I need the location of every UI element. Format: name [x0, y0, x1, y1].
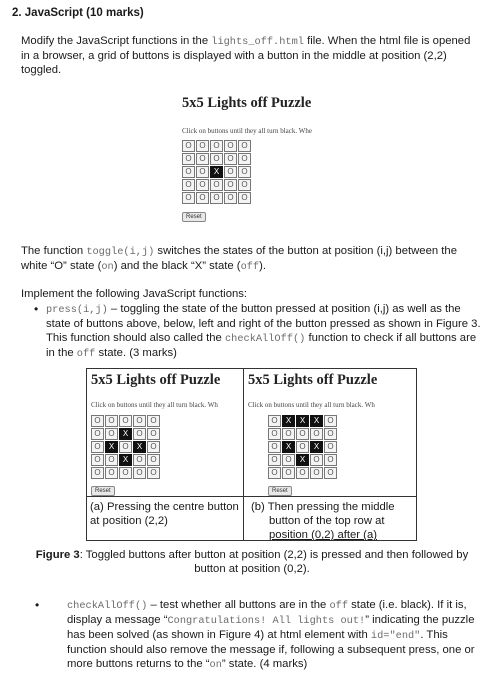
grid-button-0-3[interactable]: X	[310, 415, 323, 427]
grid-button-1-4[interactable]: O	[324, 428, 337, 440]
puzzle-title: 5x5 Lights off Puzzle	[182, 95, 312, 111]
toggle-paragraph	[21, 244, 481, 274]
grid-button-4-2[interactable]: O	[296, 467, 309, 479]
grid-button-0-3[interactable]: O	[224, 140, 237, 152]
grid-button-1-0[interactable]: O	[182, 153, 195, 165]
press-code-check: checkAllOff()	[224, 333, 306, 345]
figure3-caption	[22, 548, 482, 576]
grid-button-3-3[interactable]: O	[133, 454, 146, 466]
grid-button-1-3[interactable]: O	[224, 153, 237, 165]
check-text-4: . This function should also remove the message if, following a subsequent press, one or more buttons returns to the “	[67, 629, 475, 670]
check-bullet	[35, 598, 485, 672]
panel-a-grid	[91, 415, 160, 479]
panel-a-label: (a) Pressing the centre button at position (2,2)	[90, 501, 239, 527]
grid-button-1-1[interactable]: O	[282, 428, 295, 440]
grid-button-1-3[interactable]: O	[133, 428, 146, 440]
press-bullet	[34, 302, 486, 361]
grid-button-4-1[interactable]: O	[196, 192, 209, 204]
grid-button-3-4[interactable]: O	[147, 454, 160, 466]
check-code-fn: checkAllOff()	[67, 600, 148, 612]
grid-button-3-0[interactable]: O	[268, 454, 281, 466]
grid-button-1-4[interactable]: O	[238, 153, 251, 165]
grid-button-4-0[interactable]: O	[91, 467, 104, 479]
check-code-off: off	[329, 600, 349, 612]
intro-text-2: file. When the html file is opened in a browser, a grid of buttons is displayed with a button in the middle at position (2,2) toggled.	[21, 35, 471, 76]
grid-button-0-0[interactable]: O	[91, 415, 104, 427]
grid-button-2-0[interactable]: O	[182, 166, 195, 178]
figure3-divider	[243, 368, 244, 541]
panel-a-reset-button[interactable]: Reset	[91, 486, 115, 496]
grid-button-2-2[interactable]: X	[210, 166, 223, 178]
check-code-on: on	[209, 659, 222, 671]
grid-button-0-4[interactable]: O	[238, 140, 251, 152]
grid-button-4-2[interactable]: O	[119, 467, 132, 479]
grid-button-3-2[interactable]: O	[210, 179, 223, 191]
grid-button-0-1[interactable]: O	[196, 140, 209, 152]
grid-button-2-3[interactable]: X	[310, 441, 323, 453]
panel-b-title: 5x5 Lights off Puzzle	[248, 372, 378, 388]
panel-b-label-line2: button of the top row at	[269, 515, 385, 527]
grid-button-4-4[interactable]: O	[147, 467, 160, 479]
reset-button[interactable]: Reset	[182, 212, 206, 222]
toggle-text-3: ) and the black “X” state (	[113, 260, 241, 272]
check-code-id: id="end"	[370, 630, 421, 642]
grid-button-2-1[interactable]: X	[105, 441, 118, 453]
grid-button-0-2[interactable]: O	[119, 415, 132, 427]
grid-button-1-0[interactable]: O	[268, 428, 281, 440]
grid-button-2-2[interactable]: O	[296, 441, 309, 453]
grid-button-4-3[interactable]: O	[133, 467, 146, 479]
press-code-fn: press(i,j)	[46, 304, 108, 316]
grid-button-4-1[interactable]: O	[282, 467, 295, 479]
toggle-text-4: ).	[259, 260, 267, 272]
grid-button-2-3[interactable]: X	[133, 441, 146, 453]
panel-b-label-line3: position (0,2) after (a)	[269, 529, 377, 541]
grid-button-2-1[interactable]: X	[282, 441, 295, 453]
grid-button-0-1[interactable]: X	[282, 415, 295, 427]
grid-button-4-3[interactable]: O	[224, 192, 237, 204]
panel-a-title: 5x5 Lights off Puzzle	[91, 372, 221, 388]
grid-button-3-4[interactable]: O	[238, 179, 251, 191]
figure3-hdivider	[86, 496, 417, 497]
grid-button-3-1[interactable]: O	[105, 454, 118, 466]
panel-b-caption: Click on buttons until they all turn black. Wh	[248, 401, 375, 409]
implement-heading: Implement the following JavaScript functions:	[21, 288, 248, 300]
grid-button-0-4[interactable]: O	[324, 415, 337, 427]
grid-button-3-3[interactable]: O	[224, 179, 237, 191]
grid-button-1-1[interactable]: O	[105, 428, 118, 440]
toggle-code-fn: toggle(i,j)	[86, 246, 155, 258]
grid-button-0-0[interactable]: O	[268, 415, 281, 427]
grid-button-3-0[interactable]: O	[182, 179, 195, 191]
check-text-1: – test whether all buttons are in the	[147, 599, 330, 611]
grid-button-1-3[interactable]: O	[310, 428, 323, 440]
figure3-caption-text: : Toggled buttons after button at position (2,2) is pressed and then followed by button at position (0,2).	[79, 549, 469, 575]
intro-filename: lights_off.html	[211, 36, 304, 48]
grid-button-2-4[interactable]: O	[147, 441, 160, 453]
panel-b-label	[251, 500, 415, 542]
check-text-5: ” state. (4 marks)	[221, 658, 308, 670]
panel-b-grid	[268, 415, 337, 479]
grid-button-4-3[interactable]: O	[310, 467, 323, 479]
grid-button-0-2[interactable]: O	[210, 140, 223, 152]
grid-button-3-3[interactable]: O	[310, 454, 323, 466]
check-text-3: ” indicating the puzzle has been solved (as shown in Figure 4) at html element with	[67, 614, 475, 641]
grid-button-2-1[interactable]: O	[196, 166, 209, 178]
grid-button-0-2[interactable]: X	[296, 415, 309, 427]
bullet-dot: •	[35, 598, 40, 612]
grid-button-2-0[interactable]: O	[91, 441, 104, 453]
panel-a-caption: Click on buttons until they all turn black. Wh	[91, 401, 218, 409]
grid-button-4-1[interactable]: O	[105, 467, 118, 479]
puzzle-caption: Click on buttons until they all turn black. Whe	[182, 127, 312, 135]
panel-b-label-line1: (b) Then pressing the middle	[251, 501, 395, 513]
grid-button-0-4[interactable]: O	[147, 415, 160, 427]
grid-button-2-0[interactable]: O	[268, 441, 281, 453]
grid-button-0-1[interactable]: O	[105, 415, 118, 427]
intro-paragraph	[21, 34, 481, 77]
check-code-message: Congratulations! All lights out!	[167, 615, 366, 627]
grid-button-3-2[interactable]: X	[296, 454, 309, 466]
grid-button-1-2[interactable]: O	[210, 153, 223, 165]
grid-button-3-1[interactable]: O	[196, 179, 209, 191]
grid-button-3-4[interactable]: O	[324, 454, 337, 466]
puzzle-grid	[182, 140, 251, 204]
figure3-caption-label: Figure 3	[35, 549, 80, 561]
press-text-2: function to check if all buttons are in the	[46, 332, 477, 359]
press-text-1: – toggling the state of the button pressed at position (i,j) as well as the state of buttons above, below, left and right of the button pressed as shown in Figure 3. This function should also called the	[46, 303, 481, 344]
grid-button-4-2[interactable]: O	[210, 192, 223, 204]
grid-button-1-2[interactable]: X	[119, 428, 132, 440]
intro-text-1: Modify the JavaScript functions in the	[21, 35, 212, 47]
grid-button-2-4[interactable]: O	[238, 166, 251, 178]
grid-button-1-1[interactable]: O	[196, 153, 209, 165]
toggle-text-1: The function	[21, 245, 87, 257]
grid-button-4-4[interactable]: O	[324, 467, 337, 479]
grid-button-2-3[interactable]: O	[224, 166, 237, 178]
grid-button-3-0[interactable]: O	[91, 454, 104, 466]
grid-button-2-4[interactable]: O	[324, 441, 337, 453]
grid-button-3-1[interactable]: O	[282, 454, 295, 466]
toggle-code-off: off	[240, 261, 260, 273]
toggle-text-2: switches the states of the button at position (i,j) between the white “O” state (	[21, 245, 457, 272]
toggle-code-on: on	[101, 261, 114, 273]
grid-button-3-2[interactable]: X	[119, 454, 132, 466]
bullet-dot: •	[34, 302, 39, 316]
grid-button-1-0[interactable]: O	[91, 428, 104, 440]
check-text-2: state (i.e. black). If it is, display a message “	[67, 599, 467, 626]
press-text-3: state. (3 marks)	[95, 347, 177, 359]
panel-b-reset-button[interactable]: Reset	[268, 486, 292, 496]
grid-button-4-4[interactable]: O	[238, 192, 251, 204]
grid-button-4-0[interactable]: O	[182, 192, 195, 204]
grid-button-1-4[interactable]: O	[147, 428, 160, 440]
grid-button-4-0[interactable]: O	[268, 467, 281, 479]
grid-button-1-2[interactable]: O	[296, 428, 309, 440]
press-code-off: off	[76, 348, 96, 360]
grid-button-2-2[interactable]: O	[119, 441, 132, 453]
grid-button-0-0[interactable]: O	[182, 140, 195, 152]
question-title: 2. JavaScript (10 marks)	[12, 7, 144, 19]
grid-button-0-3[interactable]: O	[133, 415, 146, 427]
